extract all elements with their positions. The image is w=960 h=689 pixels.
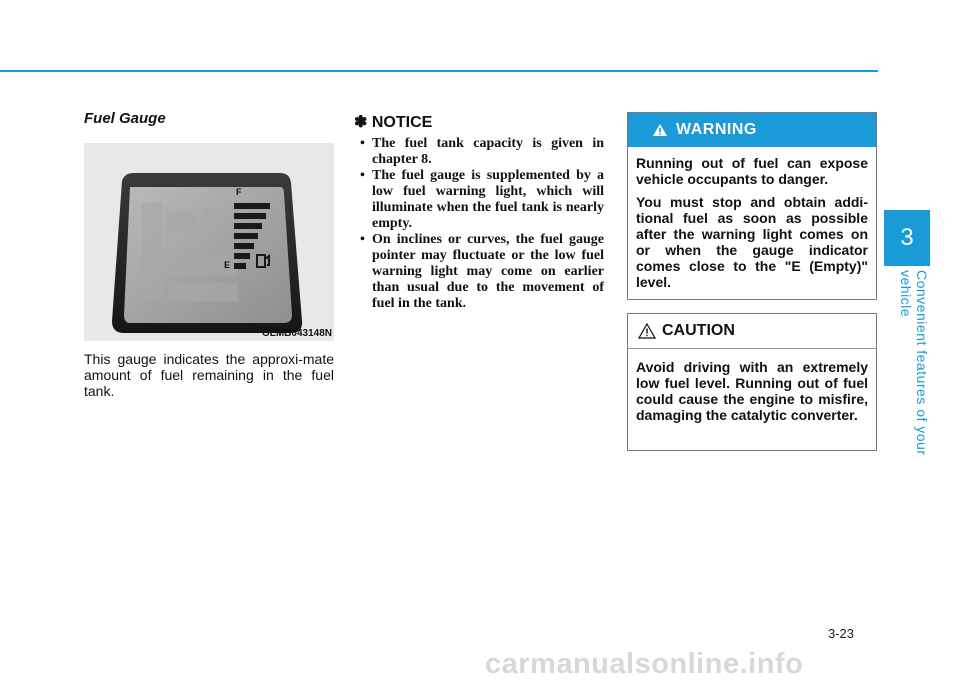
notice-item: • On inclines or curves, the fuel gauge pointer may fluctuate or the low fuel warning light may come on earlier than usual due to the movement of fuel in the tank.: [354, 232, 604, 312]
chapter-number: 3: [900, 224, 914, 251]
warning-paragraph: Running out of fuel can expose vehicle occupants to danger.: [636, 155, 868, 187]
chapter-title: Convenient features of your vehicle: [898, 270, 930, 456]
top-rule: [0, 70, 878, 72]
fuel-gauge-section: [84, 110, 334, 399]
notice-item: • The fuel gauge is supplemented by a low fuel warning light, which will illuminate when the fuel tank is nearly empty.: [354, 168, 604, 232]
fuel-gauge-image: [84, 143, 334, 341]
instrument-cluster-illustration: [84, 143, 334, 341]
warning-header: [628, 113, 876, 147]
caution-header: [628, 314, 876, 349]
notice-title: ✽ NOTICE: [354, 114, 433, 131]
caution-triangle-icon: [638, 323, 656, 339]
warning-title: WARNING: [676, 121, 757, 138]
gauge-full-label: F: [236, 187, 242, 197]
section-body: This gauge indicates the approxi-mate amount of fuel remaining in the fuel tank.: [84, 351, 334, 399]
gauge-empty-label: E: [224, 260, 231, 270]
warning-triangle-icon: [652, 123, 668, 137]
chapter-tab: [884, 210, 930, 266]
image-caption: OLMB043148N: [261, 328, 332, 339]
caution-body: [628, 349, 876, 423]
warning-box: [627, 112, 877, 300]
warning-body: [628, 147, 876, 290]
notice-section: [354, 112, 604, 312]
notice-item: • The fuel tank capacity is given in chapter 8.: [354, 136, 604, 168]
section-title: Fuel Gauge: [84, 110, 166, 127]
notice-list: [354, 136, 604, 312]
caution-box: [627, 313, 877, 451]
watermark: carmanualsonline.info: [485, 648, 804, 680]
page-number: 3-23: [828, 626, 855, 641]
caution-title: CAUTION: [662, 322, 735, 339]
caution-paragraph: Avoid driving with an extremely low fuel level. Running out of fuel could cause the engine to misfire, damaging the catalytic converter.: [636, 359, 868, 423]
warning-paragraph: You must stop and obtain addi-tional fuel as soon as possible after the warning light comes on or when the gauge indicator comes close to the "E (Empty)" level.: [636, 194, 868, 290]
